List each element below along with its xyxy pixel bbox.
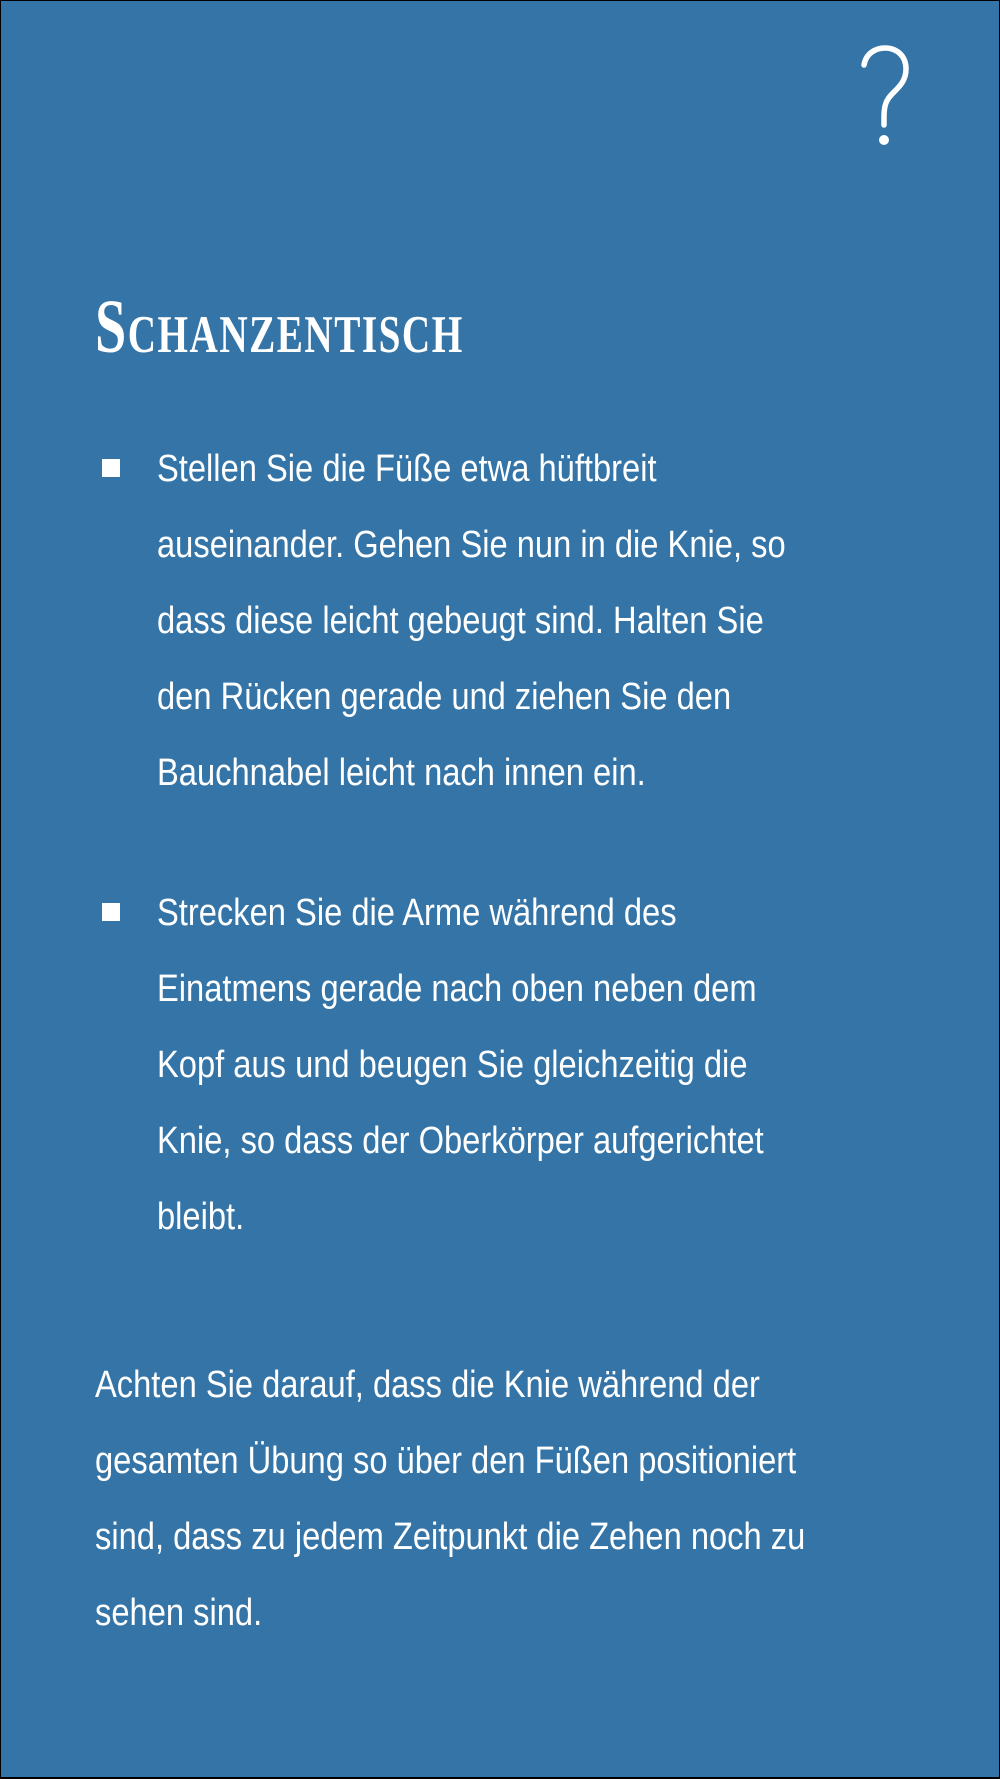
step-text: Strecken Sie die Arme während des Einatmens gerade nach oben neben dem Kopf aus und beugen Sie gleichzeitig die Knie, so dass der Oberkörper aufgerichtet bleibt. <box>157 892 764 1238</box>
exercise-title: Schanzentisch <box>95 285 464 369</box>
exercise-screen <box>1 1 999 1777</box>
list-item <box>97 431 897 811</box>
square-bullet-icon <box>102 459 120 477</box>
step-text: Stellen Sie die Füße etwa hüftbreit auseinander. Gehen Sie nun in die Knie, so dass diese leicht gebeugt sind. Halten Sie den Rücken gerade und ziehen Sie den Bauchnabel leicht nach innen ein. <box>157 448 786 794</box>
square-bullet-icon <box>102 903 120 921</box>
help-button[interactable] <box>851 39 915 157</box>
list-item <box>97 875 897 1255</box>
exercise-note: Achten Sie darauf, dass die Knie während der gesamten Übung so über den Füßen positioniert sind, dass zu jedem Zeitpunkt die Zehen noch zu sehen sind. <box>95 1364 806 1634</box>
question-mark-icon <box>856 45 910 151</box>
instruction-list <box>97 431 897 1319</box>
